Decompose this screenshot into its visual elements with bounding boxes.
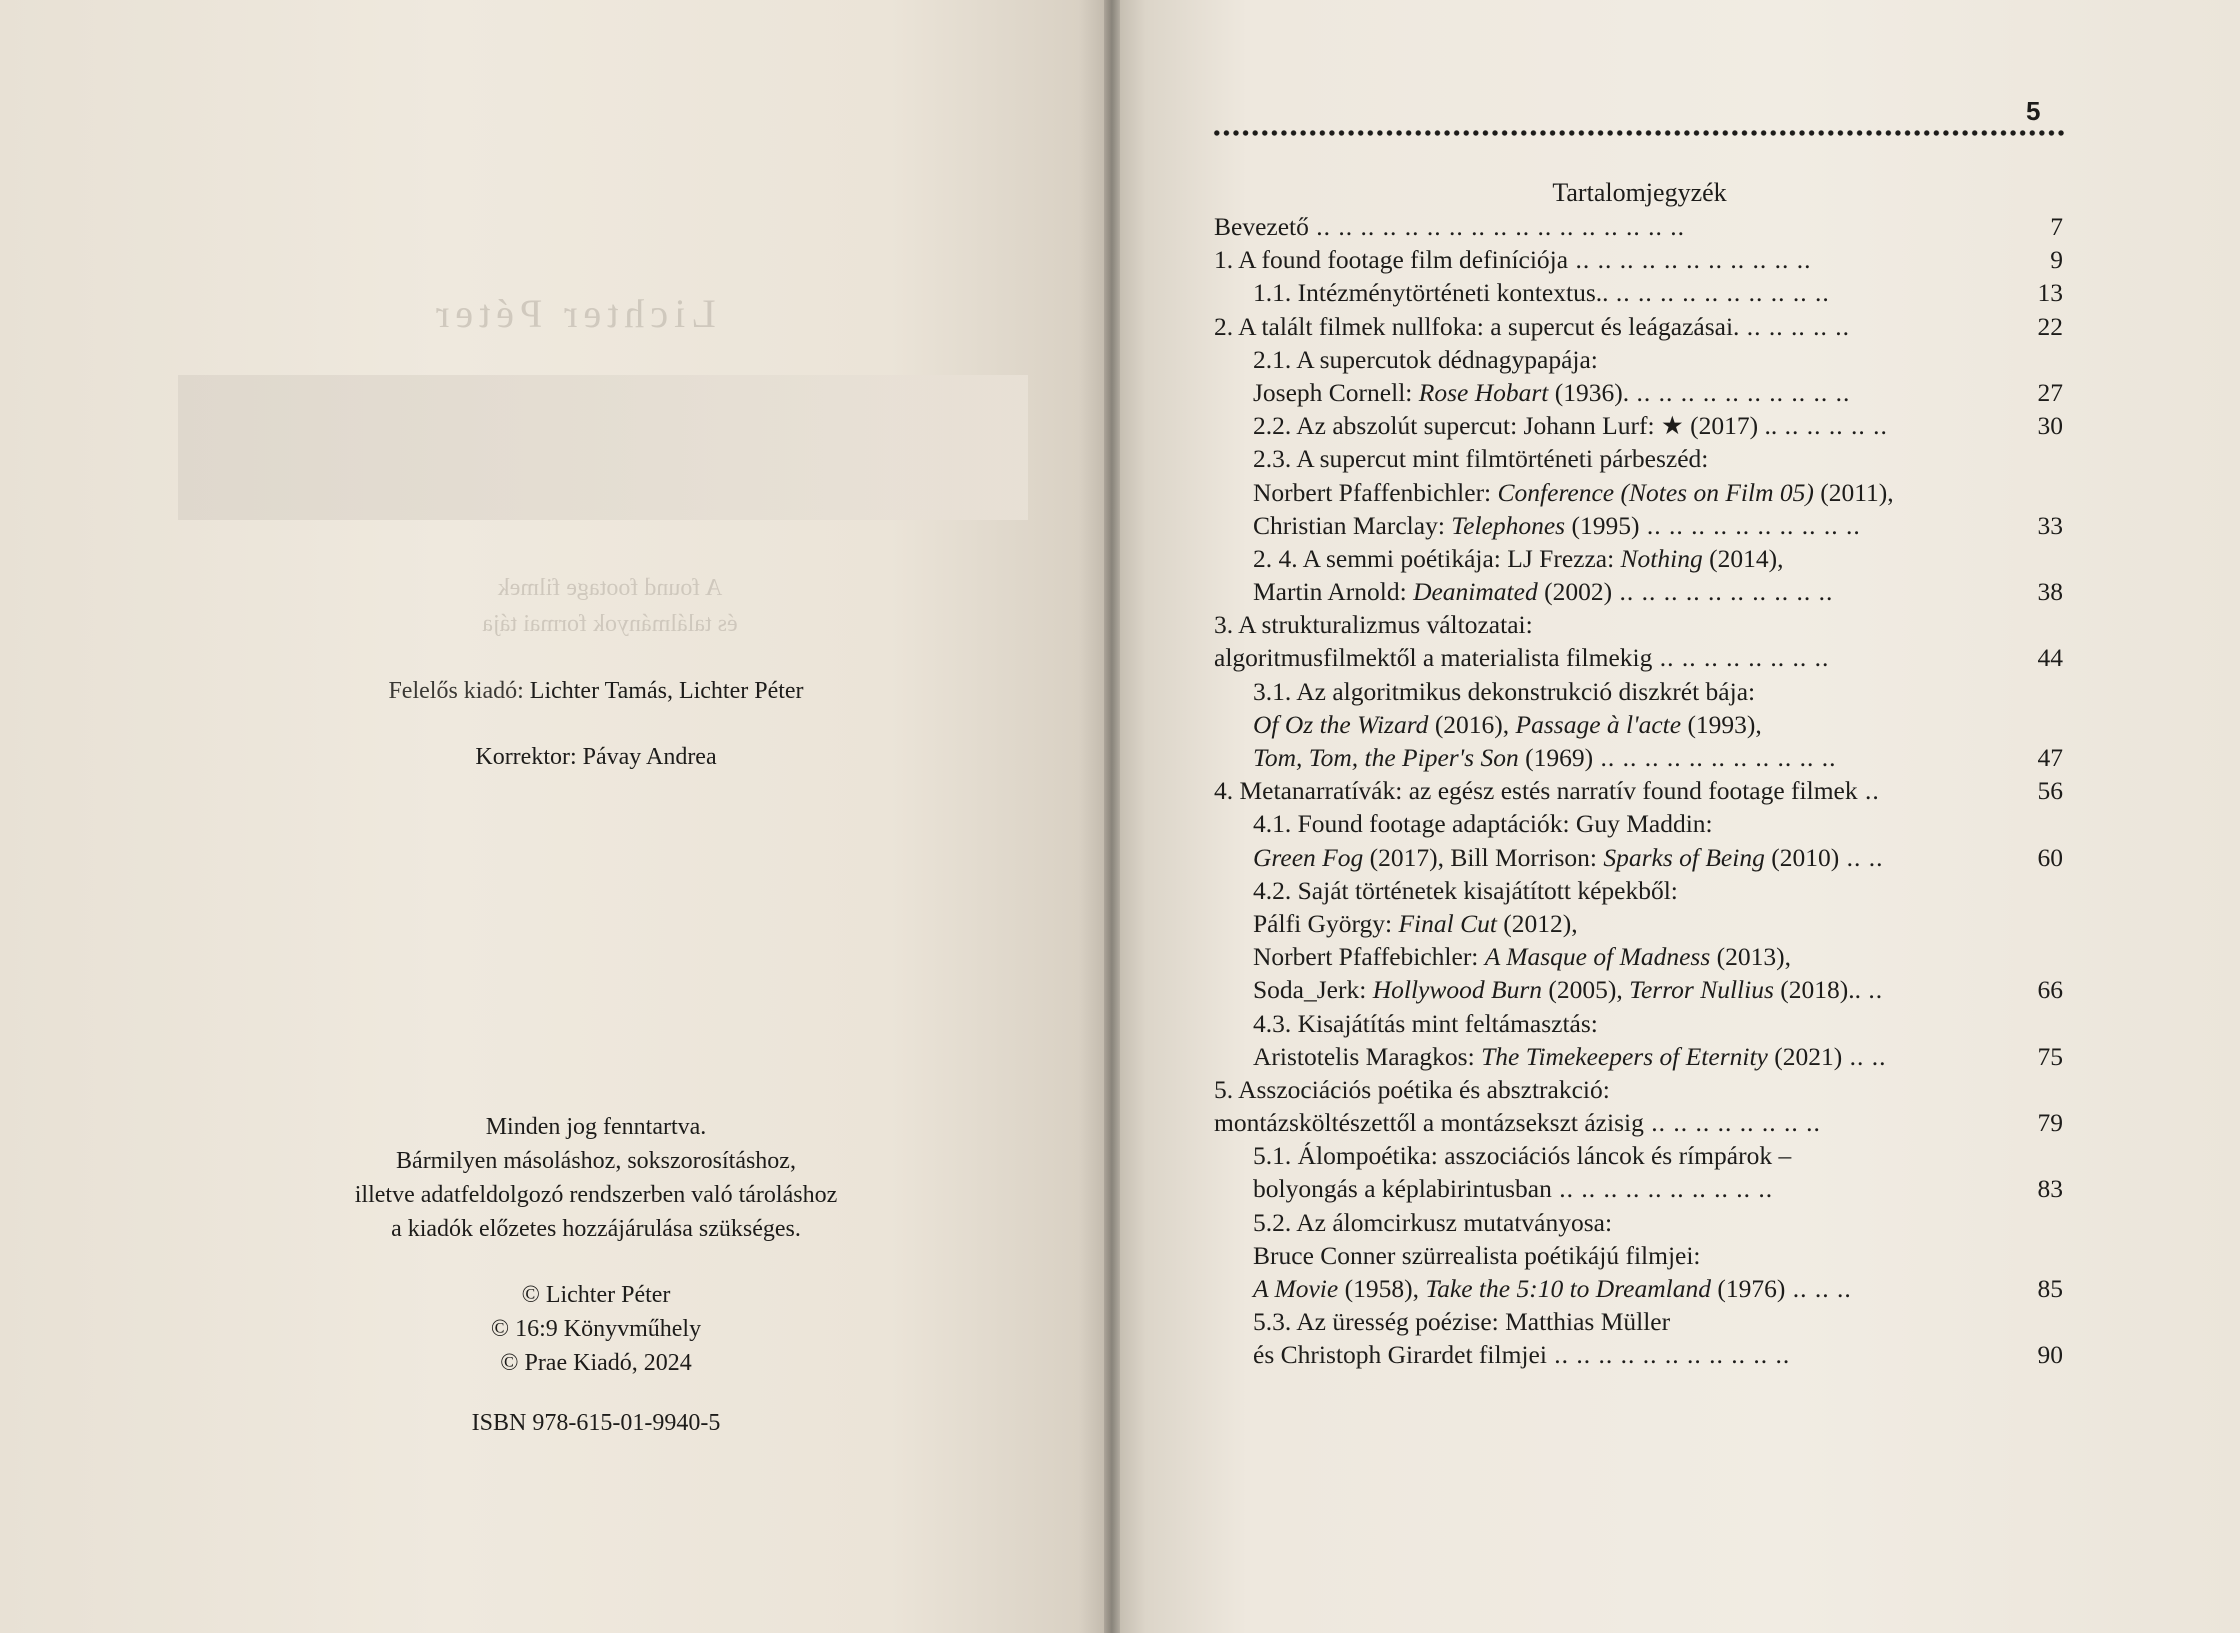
toc-entry <box>0 1274 2240 1307</box>
toc-entry-title <box>1253 710 1762 740</box>
toc-entry-italic-text: Passage à l'acte <box>1515 709 1682 739</box>
toc-entry-title <box>1253 1340 1790 1370</box>
toc-entry-text: Christian Marclay: <box>1253 510 1452 540</box>
toc-entry-text: montázsköltészettől a montázsekszt ázisig <box>1214 1108 1644 1138</box>
toc-entry-title <box>1214 212 1685 242</box>
toc-entry-text: Aristotelis Maragkos: <box>1253 1041 1482 1071</box>
toc-entry-title <box>1253 942 1791 972</box>
toc-entry-text: 4.2. Saját történetek kisajátított képekből: <box>1253 875 1678 905</box>
toc-page-number: 60 <box>2037 842 2063 872</box>
toc-entry-title <box>1253 345 1598 375</box>
toc-entry-title <box>1214 610 1533 640</box>
toc-title: Tartalomjegyzék <box>1552 178 1727 207</box>
show-through-subtitle-line: A found footage filmek <box>497 575 723 601</box>
toc-entry <box>0 809 2240 842</box>
toc-entry-italic-text: A Movie <box>1253 1274 1339 1303</box>
toc-entry-text: 5.1. Álompoétika: asszociációs láncok és rímpárok – <box>1253 1141 1792 1171</box>
toc-leader-dots: .. .. .. .. .. .. .. .. <box>1643 1108 1821 1138</box>
toc-entry <box>0 1042 2240 1075</box>
toc-entry-text: Soda_Jerk: <box>1253 975 1373 1005</box>
toc-entry-text: (2021) <box>1767 1041 1843 1071</box>
rights-line: a kiadók előzetes hozzájárulása szükséges. <box>391 1216 801 1242</box>
toc-entry <box>0 444 2240 477</box>
toc-entry-title <box>1214 1075 1610 1105</box>
toc-entry-title <box>1253 444 1708 474</box>
toc-entry-text: 2.3. A supercut mint filmtörténeti párbeszéd: <box>1253 444 1709 474</box>
toc-entry <box>0 1208 2240 1241</box>
show-through-author: Lichter Péter <box>430 291 716 336</box>
toc-entry-italic-text: Conference (Notes on Film 05) <box>1497 477 1814 507</box>
toc-entry <box>0 743 2240 776</box>
toc-entry-title <box>1214 312 1850 342</box>
toc-entry <box>0 677 2240 710</box>
toc-entry-text: 2. A talált filmek nullfoka: a supercut és leágazásai. <box>1214 311 1740 341</box>
toc-entry-text: (2002) <box>1537 577 1613 607</box>
toc-entry-title <box>1253 1141 1791 1171</box>
toc-entry-text: (1958), <box>1338 1274 1426 1303</box>
toc-entry <box>0 378 2240 411</box>
rights-line: Bármilyen másoláshoz, sokszorosításhoz, <box>396 1148 796 1174</box>
toc-page-number: 13 <box>2037 278 2063 308</box>
isbn: ISBN 978-615-01-9940-5 <box>471 1410 721 1436</box>
toc-entry-italic-text: Take the 5:10 to Dreamland <box>1425 1274 1711 1303</box>
toc-entry-text: 5. Asszociációs poétika és absztrakció: <box>1214 1074 1610 1104</box>
toc-leader-dots: .. .. .. .. .. <box>1739 311 1851 341</box>
toc-entry-title <box>1253 843 1883 873</box>
toc-entry-text: (1969) <box>1518 743 1594 772</box>
toc-entry-italic-text: The Timekeepers of Eternity <box>1481 1041 1768 1071</box>
toc-entry-text: (2010) <box>1764 842 1840 872</box>
toc-entry-text: Pálfi György: <box>1253 908 1399 938</box>
toc-entry <box>0 1307 2240 1340</box>
toc-entry-text: 3. A strukturalizmus változatai: <box>1214 610 1533 640</box>
toc-entry-italic-text: Hollywood Burn <box>1372 975 1542 1005</box>
toc-entry-text: (2014), <box>1702 543 1784 573</box>
toc-leader-dots: .. .. .. .. .. .. .. .. .. .. <box>1629 377 1851 407</box>
proofreader-label: Korrektor: <box>475 744 577 770</box>
toc-entry-italic-text: Deanimated <box>1413 577 1538 607</box>
toc-entry <box>0 278 2240 311</box>
toc-entry-title <box>1253 378 1850 408</box>
toc-entry-title <box>1253 876 1678 906</box>
toc-leader-dots: .. .. .. .. .. .. .. .. .. .. .. <box>1546 1340 1791 1370</box>
toc-leader-dots: .. .. <box>1839 842 1884 872</box>
toc-entry-title <box>1253 411 1888 441</box>
toc-entry <box>0 1174 2240 1207</box>
toc-entry <box>0 1241 2240 1274</box>
toc-entry-text: 4. Metanarratívák: az egész estés narratív found footage filmek <box>1214 776 1858 806</box>
toc-entry-text: algoritmusfilmektől a materialista filmekig <box>1214 643 1653 673</box>
toc-entry-title <box>1253 478 1894 508</box>
toc-page-number: 90 <box>2037 1340 2063 1370</box>
toc-entry-title <box>1253 577 1833 607</box>
dotted-rule <box>1212 128 2067 138</box>
toc-entry-title <box>1214 776 1880 806</box>
toc-page-number: 22 <box>2037 311 2063 341</box>
toc-leader-dots: .. .. .. .. .. .. .. .. .. .. .. .. .. .. .. .. .. <box>1308 212 1685 241</box>
toc-entry-title <box>1253 544 1783 574</box>
toc-entry-text: 3.1. Az algoritmikus dekonstrukció diszkrét bája: <box>1253 676 1756 706</box>
toc-entry-text: (2012), <box>1496 908 1578 938</box>
toc-entry-italic-text: Nothing <box>1620 543 1703 573</box>
toc-entry-text: (2018).. <box>1773 975 1862 1005</box>
toc-entry-text: 2.2. Az abszolút supercut: Johann Lurf: ★ (2017) .. <box>1253 411 1778 441</box>
page-number: 5 <box>2026 96 2041 126</box>
toc-entry-italic-text: Of Oz the Wizard <box>1253 709 1429 739</box>
toc-entry-text: (1936). <box>1548 377 1630 407</box>
toc-entry-text: Martin Arnold: <box>1253 577 1414 607</box>
toc-entry-text: és Christoph Girardet filmjei <box>1253 1340 1547 1370</box>
toc-entry-text: 5.3. Az üresség poézise: Matthias Müller <box>1253 1307 1671 1337</box>
toc-entry <box>0 345 2240 378</box>
publisher-value: Lichter Tamás, Lichter Péter <box>529 678 804 704</box>
toc-entry <box>0 1075 2240 1108</box>
toc-entry <box>0 876 2240 909</box>
toc-leader-dots: .. <box>1857 776 1880 806</box>
toc-entry-text: 1. A found footage film definíciója <box>1214 245 1569 275</box>
toc-entry-italic-text: A Masque of Madness <box>1484 942 1711 972</box>
toc-entry <box>0 245 2240 278</box>
toc-entry-italic-text: Green Fog <box>1253 842 1364 872</box>
toc-entry-title <box>1253 1274 1852 1304</box>
toc-entry-text: 2.1. A supercutok dédnagypapája: <box>1253 344 1598 374</box>
toc-entry <box>0 577 2240 610</box>
toc-entry-text: Bevezető <box>1214 212 1309 241</box>
toc-page-number: 47 <box>2037 743 2063 772</box>
show-through-subtitle-line: és találmányok formai tája <box>482 611 738 637</box>
toc-entry-title <box>1253 1174 1773 1204</box>
toc-entry-text: (2016), <box>1428 709 1516 739</box>
toc-entry-text: (2011), <box>1813 477 1894 507</box>
toc-entry-text: (2017), Bill Morrison: <box>1363 842 1604 872</box>
toc-entry-title <box>1253 975 1883 1005</box>
toc-entry-text: Norbert Pfaffebichler: <box>1253 942 1485 972</box>
toc-entry <box>0 909 2240 942</box>
toc-entry-italic-text: Final Cut <box>1398 908 1497 938</box>
toc-leader-dots: .. .. .. .. .. .. .. .. .. .. <box>1551 1174 1774 1204</box>
toc-entry-italic-text: Telephones <box>1451 510 1566 540</box>
toc-entry-text: 4.1. Found footage adaptációk: Guy Maddin: <box>1253 809 1713 839</box>
toc-entry <box>0 975 2240 1008</box>
toc-entry-text: Norbert Pfaffenbichler: <box>1253 477 1498 507</box>
rights-line: illetve adatfeldolgozó rendszerben való tároláshoz <box>354 1182 838 1208</box>
toc-leader-dots: .. .. .. <box>1785 1274 1852 1303</box>
toc-entry-text: 2. 4. A semmi poétikája: LJ Frezza: <box>1253 543 1621 573</box>
toc-entry-title <box>1253 743 1836 773</box>
toc-page-number: 9 <box>2050 245 2063 275</box>
toc-page-number: 83 <box>2037 1174 2063 1204</box>
toc-entry-title <box>1253 1307 1670 1337</box>
toc-entry-title <box>1253 677 1755 707</box>
toc-leader-dots: .. .. .. .. .. .. .. .. .. .. <box>1608 278 1830 308</box>
toc-leader-dots: .. .. <box>1842 1041 1887 1071</box>
toc-entry-title <box>1214 1108 1821 1138</box>
toc-entry <box>0 610 2240 643</box>
toc-page-number: 38 <box>2037 577 2063 607</box>
toc-page-number: 85 <box>2037 1274 2063 1303</box>
toc-entry <box>0 1009 2240 1042</box>
toc-entry-text: (1993), <box>1681 709 1762 739</box>
toc-leader-dots: .. .. .. .. .. <box>1777 411 1888 441</box>
toc-entry-title <box>1253 278 1830 308</box>
toc-entry <box>0 1141 2240 1174</box>
proofreader-value: Pávay Andrea <box>582 744 717 770</box>
toc-entry <box>0 1340 2240 1373</box>
toc-entry-title <box>1253 1241 1701 1271</box>
toc-entry-title <box>1253 1042 1887 1072</box>
toc-entry-text: 4.3. Kisajátítás mint feltámasztás: <box>1253 1008 1598 1038</box>
copyright-line: © Lichter Péter <box>521 1282 671 1308</box>
toc-page-number: 56 <box>2037 776 2063 806</box>
toc-page-number: 75 <box>2037 1041 2063 1071</box>
toc-entry <box>0 843 2240 876</box>
table-of-contents <box>0 212 2240 1374</box>
toc-entry-title <box>1214 643 1829 673</box>
toc-entry-italic-text: Rose Hobart <box>1418 377 1549 407</box>
rights-line: Minden jog fenntartva. <box>485 1114 707 1140</box>
toc-entry <box>0 544 2240 577</box>
toc-entry <box>0 942 2240 975</box>
toc-entry-text: (1995) <box>1565 510 1640 540</box>
publisher-label: Felelős kiadó: <box>388 678 524 704</box>
toc-entry <box>0 1108 2240 1141</box>
toc-entry <box>0 411 2240 444</box>
toc-entry-title <box>1214 245 1811 275</box>
toc-leader-dots: .. .. .. .. .. .. .. .. .. .. <box>1612 577 1834 607</box>
toc-page-number: 44 <box>2037 643 2063 673</box>
toc-entry-text: bolyongás a képlabirintusban <box>1253 1174 1552 1204</box>
toc-page-number: 30 <box>2037 411 2063 441</box>
toc-entry-italic-text: Tom, Tom, the Piper's Son <box>1253 743 1519 772</box>
toc-entry-text: Bruce Conner szürrealista poétikájú filmjei: <box>1253 1240 1701 1270</box>
toc-entry-text: (2013), <box>1710 942 1791 972</box>
toc-entry-text: 1.1. Intézménytörténeti kontextus.. <box>1253 278 1609 308</box>
toc-page-number: 7 <box>2050 212 2063 241</box>
toc-page-number: 79 <box>2037 1108 2063 1138</box>
toc-entry <box>0 312 2240 345</box>
toc-entry-text: Joseph Cornell: <box>1253 377 1419 407</box>
toc-entry <box>0 478 2240 511</box>
toc-page-number: 27 <box>2037 377 2063 407</box>
toc-entry-title <box>1253 809 1713 839</box>
copyright-line: © Prae Kiadó, 2024 <box>500 1350 692 1376</box>
toc-entry-title <box>1253 1208 1612 1238</box>
toc-entry <box>0 643 2240 676</box>
toc-leader-dots: .. .. .. .. .. .. .. .. .. .. .. <box>1593 743 1837 772</box>
toc-entry-text: (2005), <box>1542 975 1630 1005</box>
toc-leader-dots: .. .. .. .. .. .. .. .. <box>1652 643 1830 673</box>
toc-entry <box>0 710 2240 743</box>
toc-leader-dots: .. .. .. .. .. .. .. .. .. .. .. <box>1568 245 1812 275</box>
toc-entry-text: (1976) <box>1711 1274 1786 1303</box>
toc-entry-italic-text: Sparks of Being <box>1603 842 1765 872</box>
toc-entry-text: 5.2. Az álomcirkusz mutatványosa: <box>1253 1207 1613 1237</box>
toc-entry-title <box>1253 1009 1598 1039</box>
toc-page-number: 33 <box>2037 510 2063 540</box>
toc-entry <box>0 776 2240 809</box>
toc-entry-italic-text: Terror Nullius <box>1629 975 1774 1005</box>
toc-entry <box>0 511 2240 544</box>
toc-entry <box>0 212 2240 245</box>
toc-entry-title <box>1253 511 1861 541</box>
toc-leader-dots: .. <box>1861 975 1884 1005</box>
toc-entry-title <box>1253 909 1578 939</box>
toc-leader-dots: .. .. .. .. .. .. .. .. .. .. <box>1639 510 1861 540</box>
toc-page-number: 66 <box>2037 975 2063 1005</box>
copyright-line: © 16:9 Könyvműhely <box>490 1316 702 1342</box>
